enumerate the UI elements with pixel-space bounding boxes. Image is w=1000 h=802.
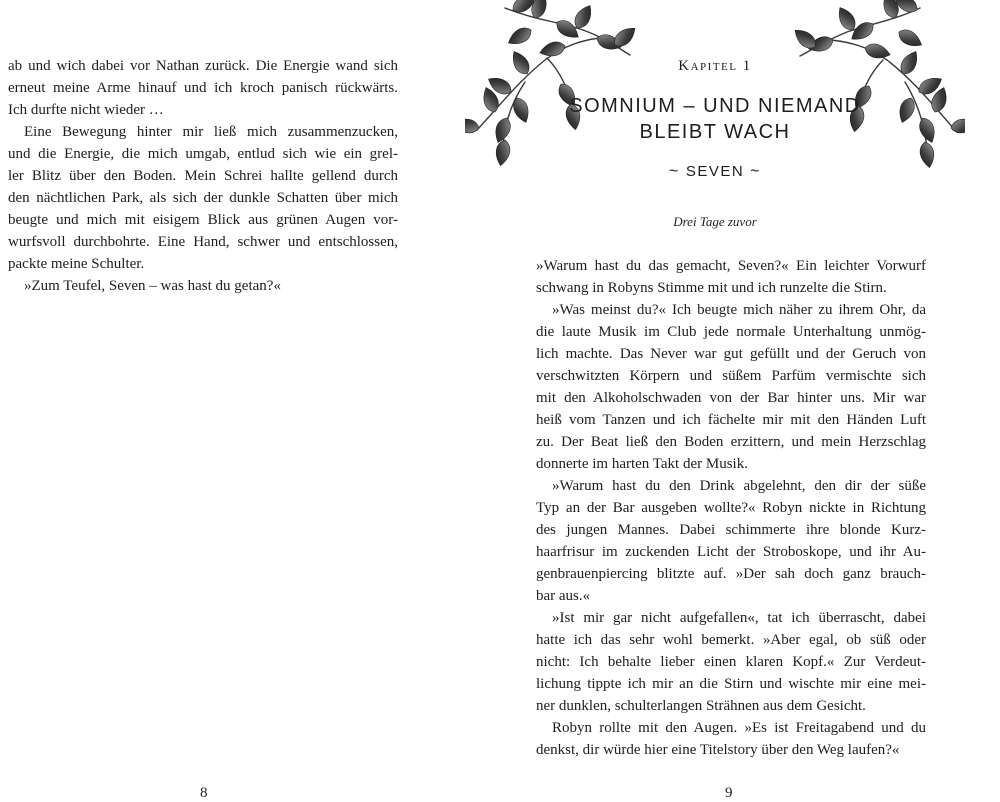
body-line: »Was meinst du?« Ich beugte mich näher zu ihrem Ohr, da <box>552 302 926 318</box>
pov-name: SEVEN <box>685 163 745 180</box>
chapter-title-line-1: SOMNIUM – UND NIEMAND <box>569 95 861 117</box>
time-subheading: Drei Tage zuvor <box>673 214 757 229</box>
body-line: heiß vom Tanzen und ich fächelte mir mit den Händen Luft <box>536 412 926 428</box>
body-line: und die Energie, die mich umgab, entlud sich wie ein grel- <box>8 146 398 162</box>
body-line: donnerte im harten Takt der Musik. <box>536 456 748 472</box>
page-number: 9 <box>725 785 733 801</box>
body-line: schwang in Robyns Stimme mit und ich runzelte die Stirn. <box>536 280 887 296</box>
right-page-body <box>536 255 926 761</box>
body-line: denkst, dir würde hier eine Titelstory über den Weg laufen?« <box>536 742 900 758</box>
right-page <box>500 0 1000 800</box>
page-number: 8 <box>200 785 208 801</box>
body-line: ler Blitz über den Boden. Mein Schrei hallte gellend durch <box>8 168 398 184</box>
body-line: zu. Der Beat ließ den Boden erzittern, und mein Herzschlag <box>536 434 926 450</box>
body-line: Ich durfte nicht wieder … <box>8 102 164 118</box>
body-line: beugte und mich mit eisigem Blick aus grünen Augen vor- <box>8 212 398 228</box>
pov-heading <box>465 163 965 181</box>
body-line: Typ an der Bar ausgeben wollte?« Robyn nickte in Richtung <box>536 500 926 516</box>
body-line: ner dunklen, schulterlangen Strähnen aus dem Gesicht. <box>536 698 866 714</box>
body-line: ab und wich dabei vor Nathan zurück. Die Energie wand sich <box>8 58 398 74</box>
body-line: nicht: Ich behalte lieber einen klaren Kopf.« Zur Verdeut- <box>536 654 926 670</box>
tilde-ornament-icon: ~ <box>668 163 680 180</box>
body-line: bar aus.« <box>536 588 591 604</box>
body-line: »Warum hast du das gemacht, Seven?« Ein leichter Vorwurf <box>536 258 926 274</box>
body-line: des jungen Mannes. Dabei schimmerte ihre blonde Kurz- <box>536 522 926 538</box>
left-page <box>0 0 500 800</box>
body-line: genbrauenpiercing blitzte auf. »Der sah doch ganz brauch- <box>536 566 926 582</box>
body-line: verschwitzten Körpern und süßem Parfüm vermischte sich <box>536 368 926 384</box>
body-line: Robyn rollte mit den Augen. »Es ist Freitagabend und du <box>552 720 926 736</box>
body-line: »Warum hast du den Drink abgelehnt, den dir der süße <box>552 478 926 494</box>
chapter-title-line-2: BLEIBT WACH <box>639 121 791 143</box>
body-line: die laute Musik im Club jede normale Unterhaltung unmög- <box>536 324 926 340</box>
body-line: erneut meine Arme hinauf und ich kroch panisch rückwärts. <box>8 80 398 96</box>
body-line: lich machte. Das Never war gut gefüllt und der Geruch von <box>536 346 926 362</box>
body-line: »Ist mir gar nicht aufgefallen«, tat ich überrascht, dabei <box>552 610 926 626</box>
body-line: den nächtlichen Park, als sich der dunkle Schatten über mich <box>8 190 398 206</box>
left-page-body <box>8 55 398 297</box>
body-line: lichung tippte ich mir an die Stirn und wischte mir eine mei- <box>536 676 926 692</box>
body-line: Eine Bewegung hinter mir ließ mich zusammenzucken, <box>24 124 398 140</box>
body-line: mit den Alkoholschwaden von der Bar hinter uns. Mir war <box>536 390 926 406</box>
body-line: packte meine Schulter. <box>8 256 145 272</box>
body-line: hatte ich das sehr wohl bemerkt. »Aber egal, ob süß oder <box>536 632 926 648</box>
body-line: haarfrisur im zuckenden Licht der Stroboskope, und ihr Au- <box>536 544 926 560</box>
body-line: »Zum Teufel, Seven – was hast du getan?« <box>24 278 281 294</box>
body-line: wurfsvoll durchbohrte. Eine Hand, schwer und entschlossen, <box>8 234 398 250</box>
tilde-ornament-icon: ~ <box>750 163 762 180</box>
chapter-label: Kapitel 1 <box>678 58 752 74</box>
